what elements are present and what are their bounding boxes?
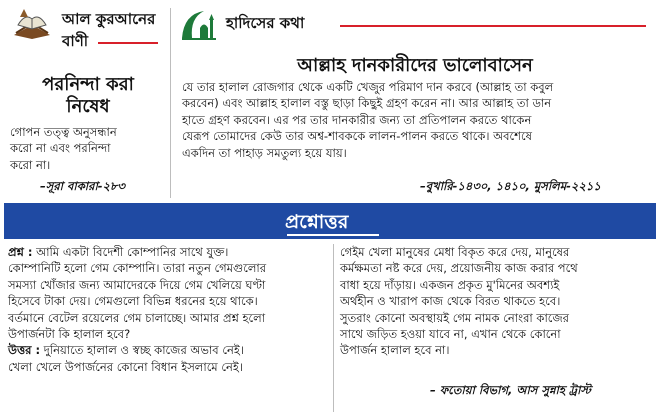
qa-left-line: উপার্জনটা কি হালাল হবে? bbox=[8, 327, 131, 342]
quran-reference: –সূরা বাকারা-২৮৩ bbox=[40, 179, 125, 193]
quran-heading-line1: আল কুরআনের bbox=[62, 10, 156, 28]
qa-right-line: উপার্জন হালাল হবে না। bbox=[340, 343, 450, 358]
quran-body bbox=[10, 124, 165, 173]
qa-reference: – ফতোয়া বিভাগ, আস সুন্নাহ ট্রাস্ট bbox=[430, 383, 591, 397]
qa-right-column bbox=[340, 244, 654, 359]
qa-banner-title: প্রশ্নোত্তর bbox=[285, 211, 349, 233]
qa-right-line: বাধা হয়ে দাঁড়ায়। একজন প্রকৃত মু'মিনের অবশ্যই bbox=[340, 277, 560, 292]
qa-left-line: কোম্পানিটি হলো গেম কোম্পানি। তারা নতুন গেমগুলোর bbox=[8, 261, 267, 276]
hadith-body-line: যে তার হালাল রোজগার থেকে একটি খেজুর পরিমাণ দান করবে (আল্লাহ তা কবুল bbox=[182, 80, 554, 94]
qa-right-line: সুতরাং কোনো অবস্থায়ই গেম নামক নোংরা কাজের bbox=[340, 310, 570, 325]
hadith-heading: হাদিসের কথা bbox=[226, 14, 305, 32]
quran-title-line2: নিষেধ bbox=[66, 96, 110, 117]
mosque-icon bbox=[180, 8, 218, 42]
qa-right-line: কর্মক্ষমতা নষ্ট করে দেয়, প্রয়োজনীয় কাজ করার পথে bbox=[340, 261, 578, 276]
qa-left-line: খেলা খেলে উপার্জনের কোনো বিধান ইসলামে নেই। bbox=[8, 359, 243, 374]
column-divider bbox=[170, 8, 171, 198]
qa-column-divider bbox=[333, 244, 334, 412]
quran-title-line1: পরনিন্দা করা bbox=[42, 74, 134, 95]
qa-right-line: সাথে জড়িত হওয়া যাবে না, এখান থেকে কোনো bbox=[340, 327, 561, 342]
quran-body-line: গোপন তত্ত্ব অনুসন্ধান bbox=[10, 125, 117, 139]
qa-left-column bbox=[8, 244, 328, 375]
hadith-body-line: যেরূপ তোমাদের কেউ তার অশ্ব-শাবককে লালন-পালন করতে থাকে। অবশেষে bbox=[182, 129, 532, 144]
qa-left-line: প্রশ্ন : আমি একটা বিদেশী কোম্পানির সাথে যুক্ত। bbox=[8, 245, 229, 259]
qa-left-line: উত্তর : দুনিয়াতে হালাল ও স্বচ্ছ কাজের অভাব নেই। bbox=[8, 343, 244, 358]
qa-right-line: গেইম খেলা মানুষের মেধা বিকৃত করে দেয়, মানুষের bbox=[340, 245, 570, 259]
quran-body-line: করো না এবং পরনিন্দা bbox=[10, 141, 111, 156]
hadith-heading-rule bbox=[340, 25, 646, 27]
quran-book-icon bbox=[10, 5, 54, 41]
qa-left-line: হিসেবে টাকা দেয়। গেমগুলো বিভিন্ন ধরনের হয়ে থাকে। bbox=[8, 294, 258, 309]
qa-left-line: সমস্যা খোঁজার জন্য আমাদেরকে দিয়ে গেম খেলিয়ে ঘণ্টা bbox=[8, 277, 266, 292]
hadith-body-line: একদিন তা পাহাড় সমতুল্য হয়ে যায়। bbox=[182, 145, 347, 160]
qa-right-line: অর্থহীন ও খারাপ কাজ থেকে বিরত থাকতে হবে। bbox=[340, 294, 561, 309]
hadith-body bbox=[182, 79, 652, 161]
qa-banner-underline bbox=[287, 234, 379, 236]
hadith-reference: –বুখারি-১৪৩০, ১৪১০, মুসলিম-২২১১ bbox=[420, 179, 601, 193]
answer-label: উত্তর : bbox=[8, 343, 41, 358]
quran-heading-rule bbox=[98, 42, 158, 44]
hadith-body-line: করবেন) এবং আল্লাহ হালাল বস্তু ছাড়া কিছুই গ্রহণ করেন না। আর আল্লাহ তা ডান bbox=[182, 96, 552, 111]
qa-left-line: বর্তমানে বেটেল রয়েলের গেম চালাচ্ছে। আমার প্রশ্ন হলো bbox=[8, 310, 266, 325]
quran-heading-line2: বাণী bbox=[62, 32, 89, 50]
quran-body-line: করো না। bbox=[10, 157, 51, 172]
hadith-body-line: হাতে গ্রহণ করবেন। এর পর তার দানকারীর জন্য তা প্রতিপালন করতে থাকেন bbox=[182, 112, 532, 127]
question-label: প্রশ্ন : bbox=[8, 245, 33, 259]
hadith-title: আল্লাহ দানকারীদের ভালোবাসেন bbox=[297, 55, 533, 76]
